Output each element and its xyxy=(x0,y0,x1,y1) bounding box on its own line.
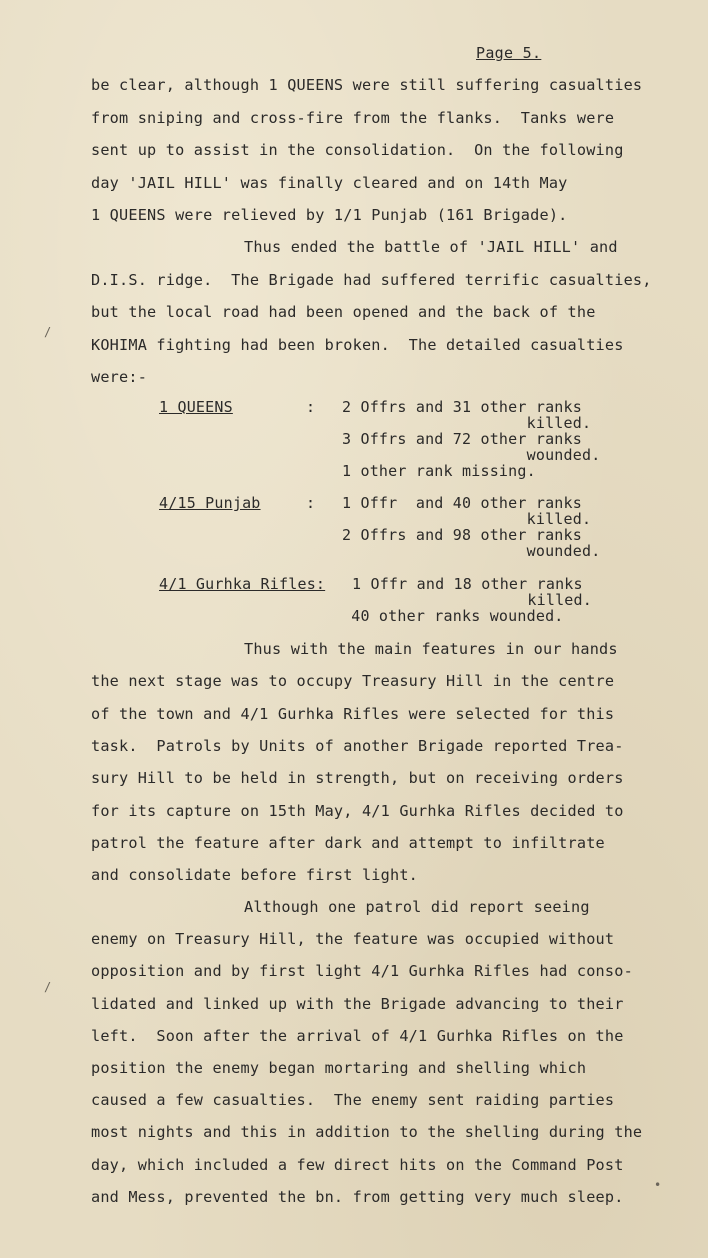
casualty-unit: 1 QUEENS xyxy=(159,398,233,416)
casualty-separator: : xyxy=(306,398,316,416)
casualty-line: killed. xyxy=(352,591,592,609)
casualty-line: wounded. xyxy=(342,446,601,464)
text-line: 1 QUEENS were relieved by 1/1 Punjab (161 Brigade). xyxy=(91,206,568,224)
paper-mark: • xyxy=(654,1178,662,1192)
text-line: but the local road had been opened and the back of the xyxy=(91,303,596,321)
text-line: for its capture on 15th May, 4/1 Gurhka Rifles decided to xyxy=(91,801,624,820)
text-line: sury Hill to be held in strength, but on receiving orders xyxy=(91,769,624,788)
casualty-line: 40 other ranks wounded. xyxy=(342,607,564,625)
paper-mark: / xyxy=(44,325,52,339)
text-line: opposition and by first light 4/1 Gurhka Rifles had conso- xyxy=(91,962,633,981)
paragraph-2 xyxy=(91,238,681,386)
text-line: task. Patrols by Units of another Brigade reported Trea- xyxy=(91,736,624,755)
text-line: most nights and this in addition to the shelling during the xyxy=(91,1123,643,1142)
casualty-line: 2 Offrs and 31 other ranks xyxy=(342,398,582,416)
text-line: from sniping and cross-fire from the flanks. Tanks were xyxy=(91,108,615,127)
casualty-line: 1 other rank missing. xyxy=(342,462,536,480)
casualty-unit: 4/1 Gurhka Rifles: xyxy=(159,575,326,593)
text-line: sent up to assist in the consolidation. On the following xyxy=(91,141,624,159)
text-line: D.I.S. ridge. The Brigade had suffered terrific casualties, xyxy=(91,270,652,289)
casualty-line: 3 Offrs and 72 other ranks xyxy=(342,430,582,448)
text-line: were:- xyxy=(91,368,148,386)
text-line: and consolidate before first light. xyxy=(91,866,419,885)
text-line: lidated and linked up with the Brigade advancing to their xyxy=(91,994,624,1013)
text-line: left. Soon after the arrival of 4/1 Gurhka Rifles on the xyxy=(91,1026,624,1045)
text-line: the next stage was to occupy Treasury Hill in the centre xyxy=(91,672,615,691)
text-line: Thus ended the battle of 'JAIL HILL' and xyxy=(244,238,618,256)
casualty-line: killed. xyxy=(342,510,592,528)
page-number xyxy=(476,44,541,62)
text-line: patrol the feature after dark and attempt to infiltrate xyxy=(91,833,605,852)
text-line: be clear, although 1 QUEENS were still suffering casualties xyxy=(91,76,643,94)
text-line: and Mess, prevented the bn. from getting very much sleep. xyxy=(91,1187,624,1206)
text-line: day, which included a few direct hits on the Command Post xyxy=(91,1155,624,1174)
page-number-text: Page 5. xyxy=(476,44,542,62)
casualty-line: 1 Offr and 18 other ranks xyxy=(352,575,583,593)
paper-mark: / xyxy=(44,980,52,994)
casualty-line: 1 Offr and 40 other ranks xyxy=(342,494,582,512)
text-line: enemy on Treasury Hill, the feature was occupied without xyxy=(91,930,615,949)
casualty-unit: 4/15 Punjab xyxy=(159,494,261,512)
text-line: Although one patrol did report seeing xyxy=(244,898,590,916)
casualty-line: 2 Offrs and 98 other ranks xyxy=(342,526,582,544)
text-line: of the town and 4/1 Gurhka Rifles were selected for this xyxy=(91,704,615,723)
paragraph-1 xyxy=(91,76,681,224)
paragraph-4 xyxy=(91,898,681,1206)
casualty-line: wounded. xyxy=(342,542,601,560)
casualty-line: killed. xyxy=(342,414,592,432)
casualty-separator: : xyxy=(306,494,316,512)
text-line: Thus with the main features in our hands xyxy=(244,640,618,658)
text-line: caused a few casualties. The enemy sent raiding parties xyxy=(91,1091,615,1110)
paragraph-3 xyxy=(91,640,681,885)
text-line: position the enemy began mortaring and shelling which xyxy=(91,1059,587,1077)
text-line: KOHIMA fighting had been broken. The detailed casualties xyxy=(91,335,624,354)
text-line: day 'JAIL HILL' was finally cleared and on 14th May xyxy=(91,173,568,192)
